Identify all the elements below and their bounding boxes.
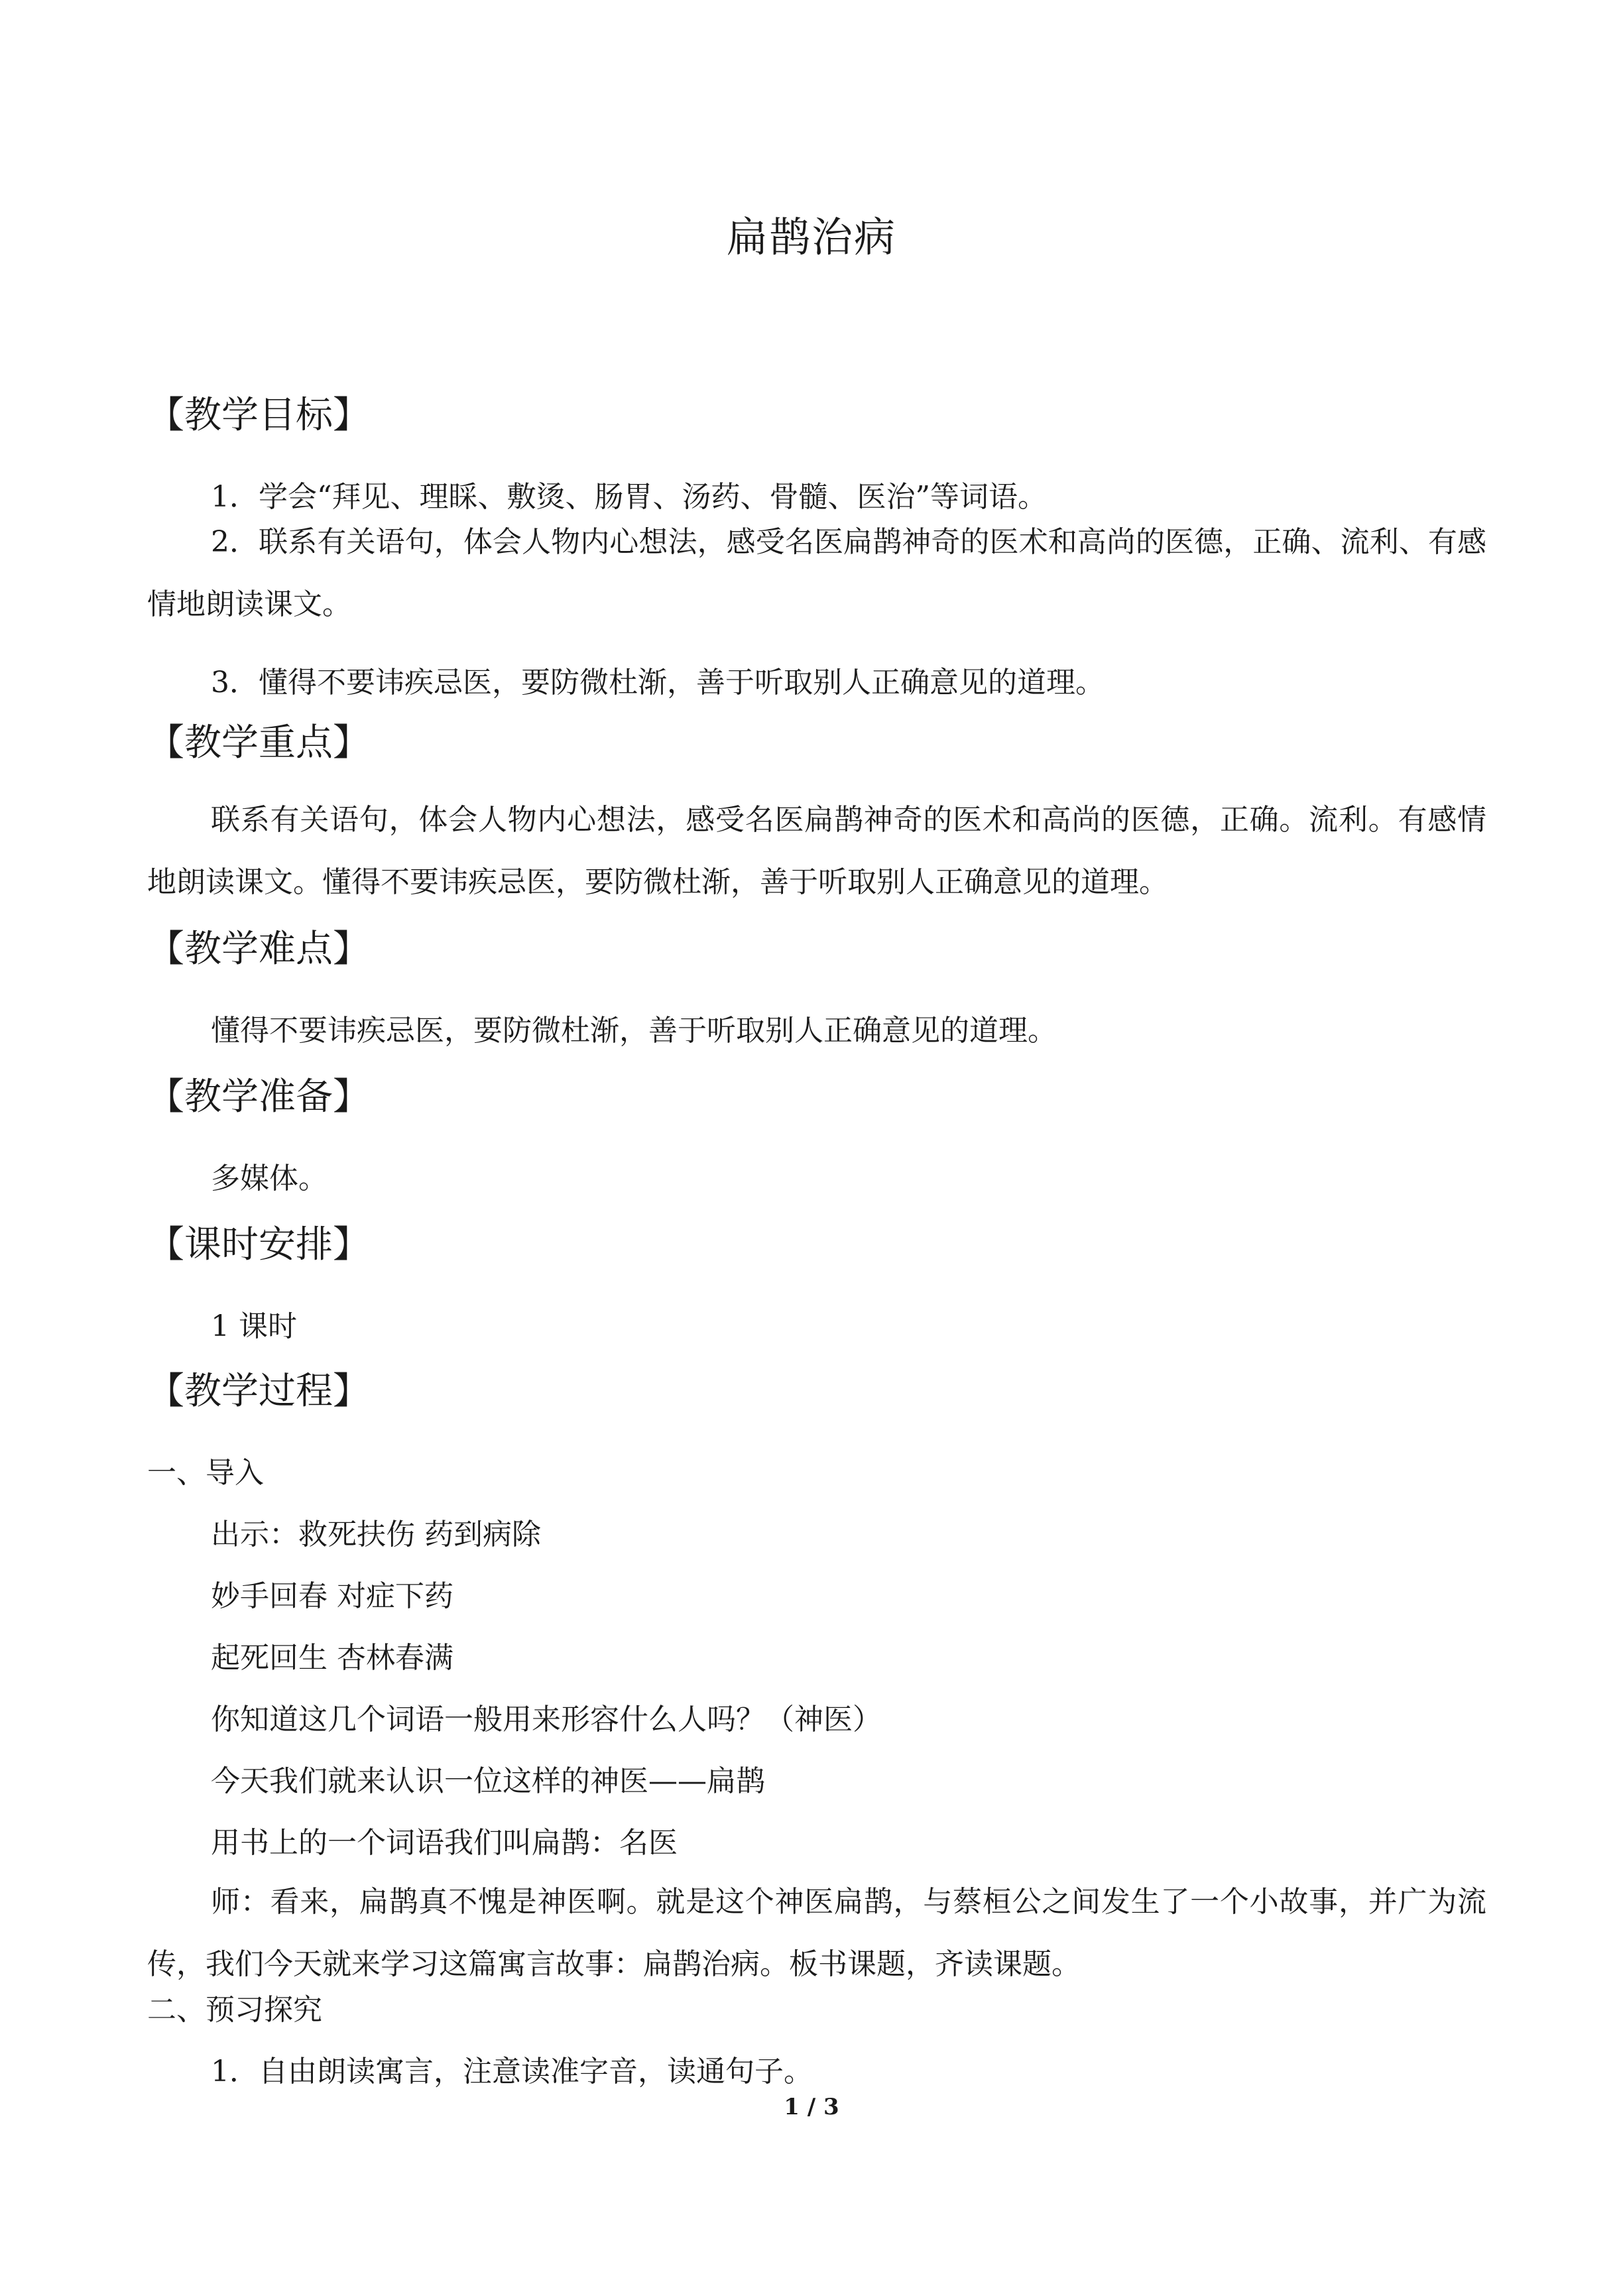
objective-item-2: 2．联系有关语句，体会人物内心想法，感受名医扁鹊神奇的医术和高尚的医德，正确、流利、有感情地朗读课文。: [147, 525, 1486, 621]
heading-schedule: 【课时安排】: [147, 1223, 370, 1266]
heading-key-points: 【教学重点】: [147, 721, 370, 764]
process-part1-line-5: 今天我们就来认识一位这样的神医——扁鹊: [211, 1764, 765, 1798]
schedule-text: 1 课时: [211, 1309, 297, 1343]
process-part1-paragraph: 师：看来，扁鹊真不愧是神医啊。就是这个神医扁鹊，与蔡桓公之间发生了一个小故事，并广为流传，我们今天就来学习这篇寓言故事：扁鹊治病。板书课题，齐读课题。: [147, 1885, 1486, 1981]
heading-preparation: 【教学准备】: [147, 1075, 370, 1118]
process-part1-line-6: 用书上的一个词语我们叫扁鹊：名医: [211, 1826, 678, 1860]
difficulties-text: 懂得不要讳疾忌医，要防微杜渐，善于听取别人正确意见的道理。: [211, 1014, 1057, 1048]
process-part1-line-2: 妙手回春 对症下药: [211, 1579, 453, 1613]
process-part1-line-3: 起死回生 杏林春满: [211, 1641, 453, 1675]
process-part1-line-1: 出示：救死扶伤 药到病除: [211, 1518, 541, 1551]
process-part2-heading: 二、预习探究: [147, 1993, 322, 2027]
preparation-text: 多媒体。: [211, 1162, 328, 1195]
process-part2-line-1: 1．自由朗读寓言，注意读准字音，读通句子。: [211, 2055, 813, 2088]
document-title: 扁鹊治病: [726, 213, 896, 261]
objective-item-1: 1．学会“拜见、理睬、敷烫、肠胃、汤药、骨髓、医治”等词语。: [211, 480, 1047, 514]
page-indicator: 1 / 3: [784, 2094, 839, 2120]
key-points-text: 联系有关语句，体会人物内心想法，感受名医扁鹊神奇的医术和高尚的医德，正确。流利。有感情地朗读课文。懂得不要讳疾忌医，要防微杜渐，善于听取别人正确意见的道理。: [147, 803, 1486, 899]
process-part1-line-4: 你知道这几个词语一般用来形容什么人吗？（神医）: [211, 1703, 882, 1736]
process-part1-heading: 一、导入: [147, 1456, 264, 1490]
objective-item-3: 3．懂得不要讳疾忌医，要防微杜渐，善于听取别人正确意见的道理。: [211, 666, 1105, 699]
heading-objectives: 【教学目标】: [147, 394, 370, 437]
heading-difficulties: 【教学难点】: [147, 928, 370, 971]
heading-process: 【教学过程】: [147, 1370, 370, 1413]
